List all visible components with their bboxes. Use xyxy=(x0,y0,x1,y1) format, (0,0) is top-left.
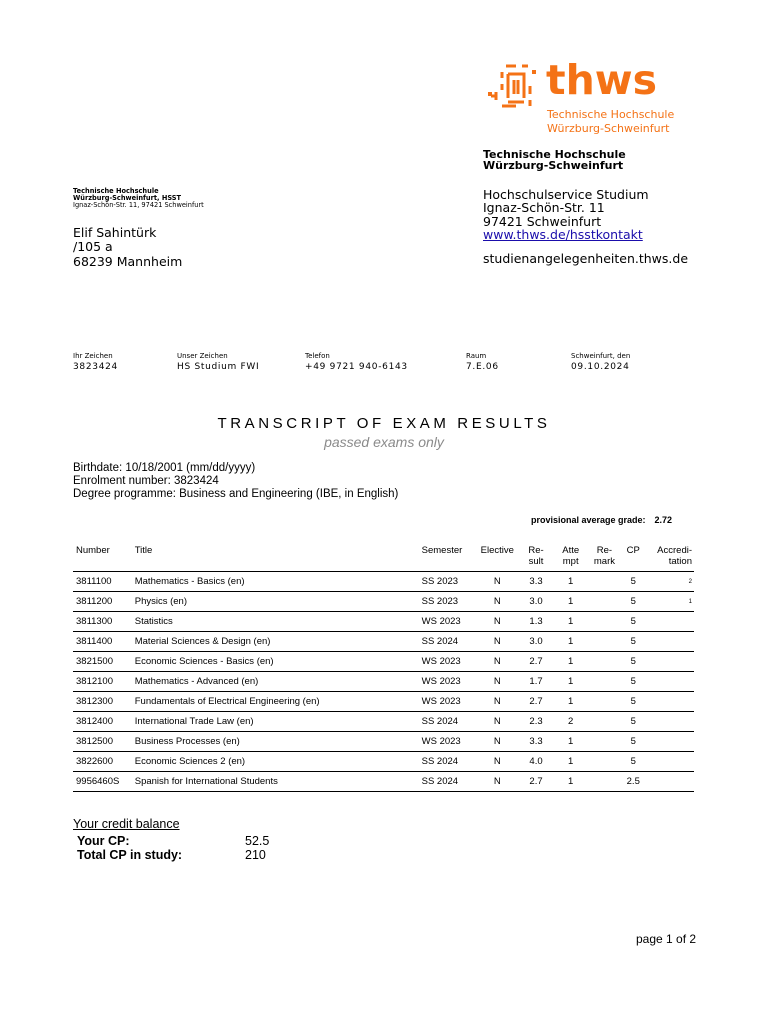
cell-accreditation xyxy=(646,732,694,752)
cell-semester: WS 2023 xyxy=(420,732,476,752)
ref-label: Raum xyxy=(466,352,487,360)
cell-remark xyxy=(589,572,621,592)
cell-title: Mathematics - Basics (en) xyxy=(133,572,420,592)
cell-elective: N xyxy=(475,652,519,672)
col-remark: Re- mark xyxy=(589,541,621,572)
thws-logo-icon xyxy=(488,62,540,114)
cell-number: 3811300 xyxy=(73,612,133,632)
cell-cp: 2.5 xyxy=(620,772,646,792)
thws-logo xyxy=(488,56,688,142)
page-number: page 1 of 2 xyxy=(636,932,697,946)
col-number: Number xyxy=(73,541,133,572)
institution-name-line-1: Technische Hochschule xyxy=(483,148,626,161)
ref-label: Schweinfurt, den xyxy=(571,352,631,360)
cell-remark xyxy=(589,632,621,652)
cell-number: 3821500 xyxy=(73,652,133,672)
col-result: Re- sult xyxy=(519,541,553,572)
service-city: 97421 Schweinfurt xyxy=(483,213,602,229)
cell-title: Spanish for International Students xyxy=(133,772,420,792)
credit-balance xyxy=(77,834,269,863)
cell-semester: SS 2024 xyxy=(420,632,476,652)
ref-your-sign xyxy=(73,352,118,372)
recipient-name: Elif Sahintürk xyxy=(73,225,157,240)
cell-accreditation xyxy=(646,672,694,692)
table-row xyxy=(73,732,694,752)
average-grade xyxy=(531,515,672,525)
credit-balance-heading: Your credit balance xyxy=(73,817,180,831)
total-cp-label: Total CP in study: xyxy=(77,848,183,863)
cell-elective: N xyxy=(475,712,519,732)
cell-semester: WS 2023 xyxy=(420,652,476,672)
cell-elective: N xyxy=(475,592,519,612)
cell-result: 4.0 xyxy=(519,752,553,772)
cell-attempt: 1 xyxy=(553,592,589,612)
student-info xyxy=(73,462,398,502)
sender-line-1: Technische Hochschule xyxy=(73,187,159,195)
cell-remark xyxy=(589,712,621,732)
cell-elective: N xyxy=(475,672,519,692)
cell-remark xyxy=(589,752,621,772)
table-row xyxy=(73,752,694,772)
cell-cp: 5 xyxy=(620,752,646,772)
cell-result: 1.3 xyxy=(519,612,553,632)
document-subtitle: passed exams only xyxy=(324,434,444,450)
cell-attempt: 1 xyxy=(553,652,589,672)
logo-wordmark: thws xyxy=(546,56,658,104)
cell-semester: SS 2023 xyxy=(420,592,476,612)
contact-link[interactable]: www.thws.de/hsstkontakt xyxy=(483,226,643,242)
cell-number: 3822600 xyxy=(73,752,133,772)
cell-semester: WS 2023 xyxy=(420,672,476,692)
ref-value: 09.10.2024 xyxy=(571,362,630,372)
recipient-street: /105 a xyxy=(73,239,113,255)
cell-number: 3812100 xyxy=(73,672,133,692)
cell-title: Economic Sciences - Basics (en) xyxy=(133,652,420,672)
cell-accreditation xyxy=(646,692,694,712)
ref-label: Unser Zeichen xyxy=(177,352,228,360)
cell-accreditation: 1 xyxy=(646,592,694,612)
cell-result: 2.3 xyxy=(519,712,553,732)
cell-cp: 5 xyxy=(620,572,646,592)
results-table xyxy=(73,541,694,792)
ref-phone xyxy=(305,352,408,372)
cell-elective: N xyxy=(475,612,519,632)
table-row xyxy=(73,672,694,692)
cell-title: Fundamentals of Electrical Engineering (en) xyxy=(133,692,420,712)
cell-cp: 5 xyxy=(620,692,646,712)
logo-line-2: Würzburg-Schweinfurt xyxy=(547,122,670,135)
ref-value: +49 9721 940-6143 xyxy=(305,362,408,372)
ref-label: Ihr Zeichen xyxy=(73,352,113,360)
table-row xyxy=(73,692,694,712)
birthdate: Birthdate: 10/18/2001 (mm/dd/yyyy) xyxy=(73,462,256,474)
table-row xyxy=(73,712,694,732)
cell-cp: 5 xyxy=(620,632,646,652)
cell-accreditation xyxy=(646,632,694,652)
cell-attempt: 1 xyxy=(553,732,589,752)
col-elective: Elective xyxy=(475,541,519,572)
degree-programme: Degree programme: Business and Engineering (IBE, in English) xyxy=(73,488,399,501)
cell-cp: 5 xyxy=(620,712,646,732)
cell-result: 3.3 xyxy=(519,572,553,592)
your-cp-label: Your CP: xyxy=(77,834,130,848)
col-title: Title xyxy=(133,541,420,572)
cell-number: 3811200 xyxy=(73,592,133,612)
cell-semester: WS 2023 xyxy=(420,692,476,712)
table-row xyxy=(73,572,694,592)
cell-number: 3811400 xyxy=(73,632,133,652)
cell-elective: N xyxy=(475,752,519,772)
institution-name xyxy=(483,149,626,171)
cell-remark xyxy=(589,672,621,692)
document-title: TRANSCRIPT OF EXAM RESULTS xyxy=(217,415,551,432)
col-cp: CP xyxy=(620,541,646,572)
cell-accreditation: 2 xyxy=(646,572,694,592)
table-row xyxy=(73,652,694,672)
cell-accreditation xyxy=(646,772,694,792)
ref-value: 3823424 xyxy=(73,362,118,372)
total-cp-value: 210 xyxy=(245,848,266,863)
cell-elective: N xyxy=(475,772,519,792)
cell-result: 2.7 xyxy=(519,652,553,672)
cell-attempt: 1 xyxy=(553,752,589,772)
cell-attempt: 1 xyxy=(553,632,589,652)
cell-cp: 5 xyxy=(620,672,646,692)
cell-cp: 5 xyxy=(620,612,646,632)
cell-semester: WS 2023 xyxy=(420,612,476,632)
cell-attempt: 1 xyxy=(553,672,589,692)
cell-elective: N xyxy=(475,572,519,592)
cell-elective: N xyxy=(475,732,519,752)
cell-semester: SS 2024 xyxy=(420,712,476,732)
cell-attempt: 1 xyxy=(553,772,589,792)
cell-result: 3.3 xyxy=(519,732,553,752)
cell-result: 2.7 xyxy=(519,772,553,792)
cell-title: Mathematics - Advanced (en) xyxy=(133,672,420,692)
average-grade-label: provisional average grade: xyxy=(531,515,646,525)
col-semester: Semester xyxy=(420,541,476,572)
cell-result: 2.7 xyxy=(519,692,553,712)
average-grade-value: 2.72 xyxy=(654,515,673,525)
institution-name-line-2: Würzburg-Schweinfurt xyxy=(483,159,624,172)
cell-number: 3812300 xyxy=(73,692,133,712)
table-row xyxy=(73,612,694,632)
cell-result: 3.0 xyxy=(519,632,553,652)
cell-accreditation xyxy=(646,652,694,672)
cell-remark xyxy=(589,592,621,612)
table-row xyxy=(73,592,694,612)
table-row xyxy=(73,772,694,792)
cell-title: International Trade Law (en) xyxy=(133,712,420,732)
cell-result: 1.7 xyxy=(519,672,553,692)
service-web: studienangelegenheiten.thws.de xyxy=(483,251,689,266)
cell-remark xyxy=(589,692,621,712)
logo-line-1: Technische Hochschule xyxy=(547,108,675,121)
recipient-city: 68239 Mannheim xyxy=(73,253,183,269)
cell-cp: 5 xyxy=(620,732,646,752)
sender-address xyxy=(73,188,204,208)
ref-room xyxy=(466,352,499,372)
col-accreditation: Accredi- tation xyxy=(646,541,694,572)
ref-value: HS Studium FWI xyxy=(177,362,260,372)
cell-number: 3812500 xyxy=(73,732,133,752)
cell-attempt: 1 xyxy=(553,692,589,712)
ref-value: 7.E.06 xyxy=(466,362,499,372)
cell-attempt: 2 xyxy=(553,712,589,732)
ref-our-sign xyxy=(177,352,259,372)
cell-result: 3.0 xyxy=(519,592,553,612)
ref-label: Telefon xyxy=(305,352,330,360)
cell-title: Physics (en) xyxy=(133,592,420,612)
sender-line-2: Würzburg-Schweinfurt, HSST xyxy=(73,193,182,202)
cell-cp: 5 xyxy=(620,592,646,612)
cell-title: Economic Sciences 2 (en) xyxy=(133,752,420,772)
cell-elective: N xyxy=(475,692,519,712)
ref-date xyxy=(571,352,630,372)
cell-cp: 5 xyxy=(620,652,646,672)
cell-accreditation xyxy=(646,712,694,732)
cell-number: 9956460S xyxy=(73,772,133,792)
cell-attempt: 1 xyxy=(553,572,589,592)
cell-remark xyxy=(589,652,621,672)
cell-number: 3812400 xyxy=(73,712,133,732)
cell-remark xyxy=(589,772,621,792)
cell-semester: SS 2024 xyxy=(420,752,476,772)
enrolment-number: Enrolment number: 3823424 xyxy=(73,475,219,488)
table-header-row xyxy=(73,541,694,572)
cell-title: Statistics xyxy=(133,612,420,632)
cell-remark xyxy=(589,612,621,632)
service-street: Ignaz-Schön-Str. 11 xyxy=(483,200,605,216)
service-address xyxy=(483,188,649,241)
cell-elective: N xyxy=(475,632,519,652)
service-name: Hochschulservice Studium xyxy=(483,187,649,202)
cell-semester: SS 2023 xyxy=(420,572,476,592)
table-row xyxy=(73,632,694,652)
sender-line-3: Ignaz-Schön-Str. 11, 97421 Schweinfurt xyxy=(73,200,204,209)
recipient-address xyxy=(73,226,182,269)
cell-number: 3811100 xyxy=(73,572,133,592)
cell-accreditation xyxy=(646,612,694,632)
cell-title: Business Processes (en) xyxy=(133,732,420,752)
cell-title: Material Sciences & Design (en) xyxy=(133,632,420,652)
cell-attempt: 1 xyxy=(553,612,589,632)
cell-remark xyxy=(589,732,621,752)
your-cp-value: 52.5 xyxy=(245,834,270,848)
cell-accreditation xyxy=(646,752,694,772)
col-attempt: Atte mpt xyxy=(553,541,589,572)
cell-semester: SS 2024 xyxy=(420,772,476,792)
